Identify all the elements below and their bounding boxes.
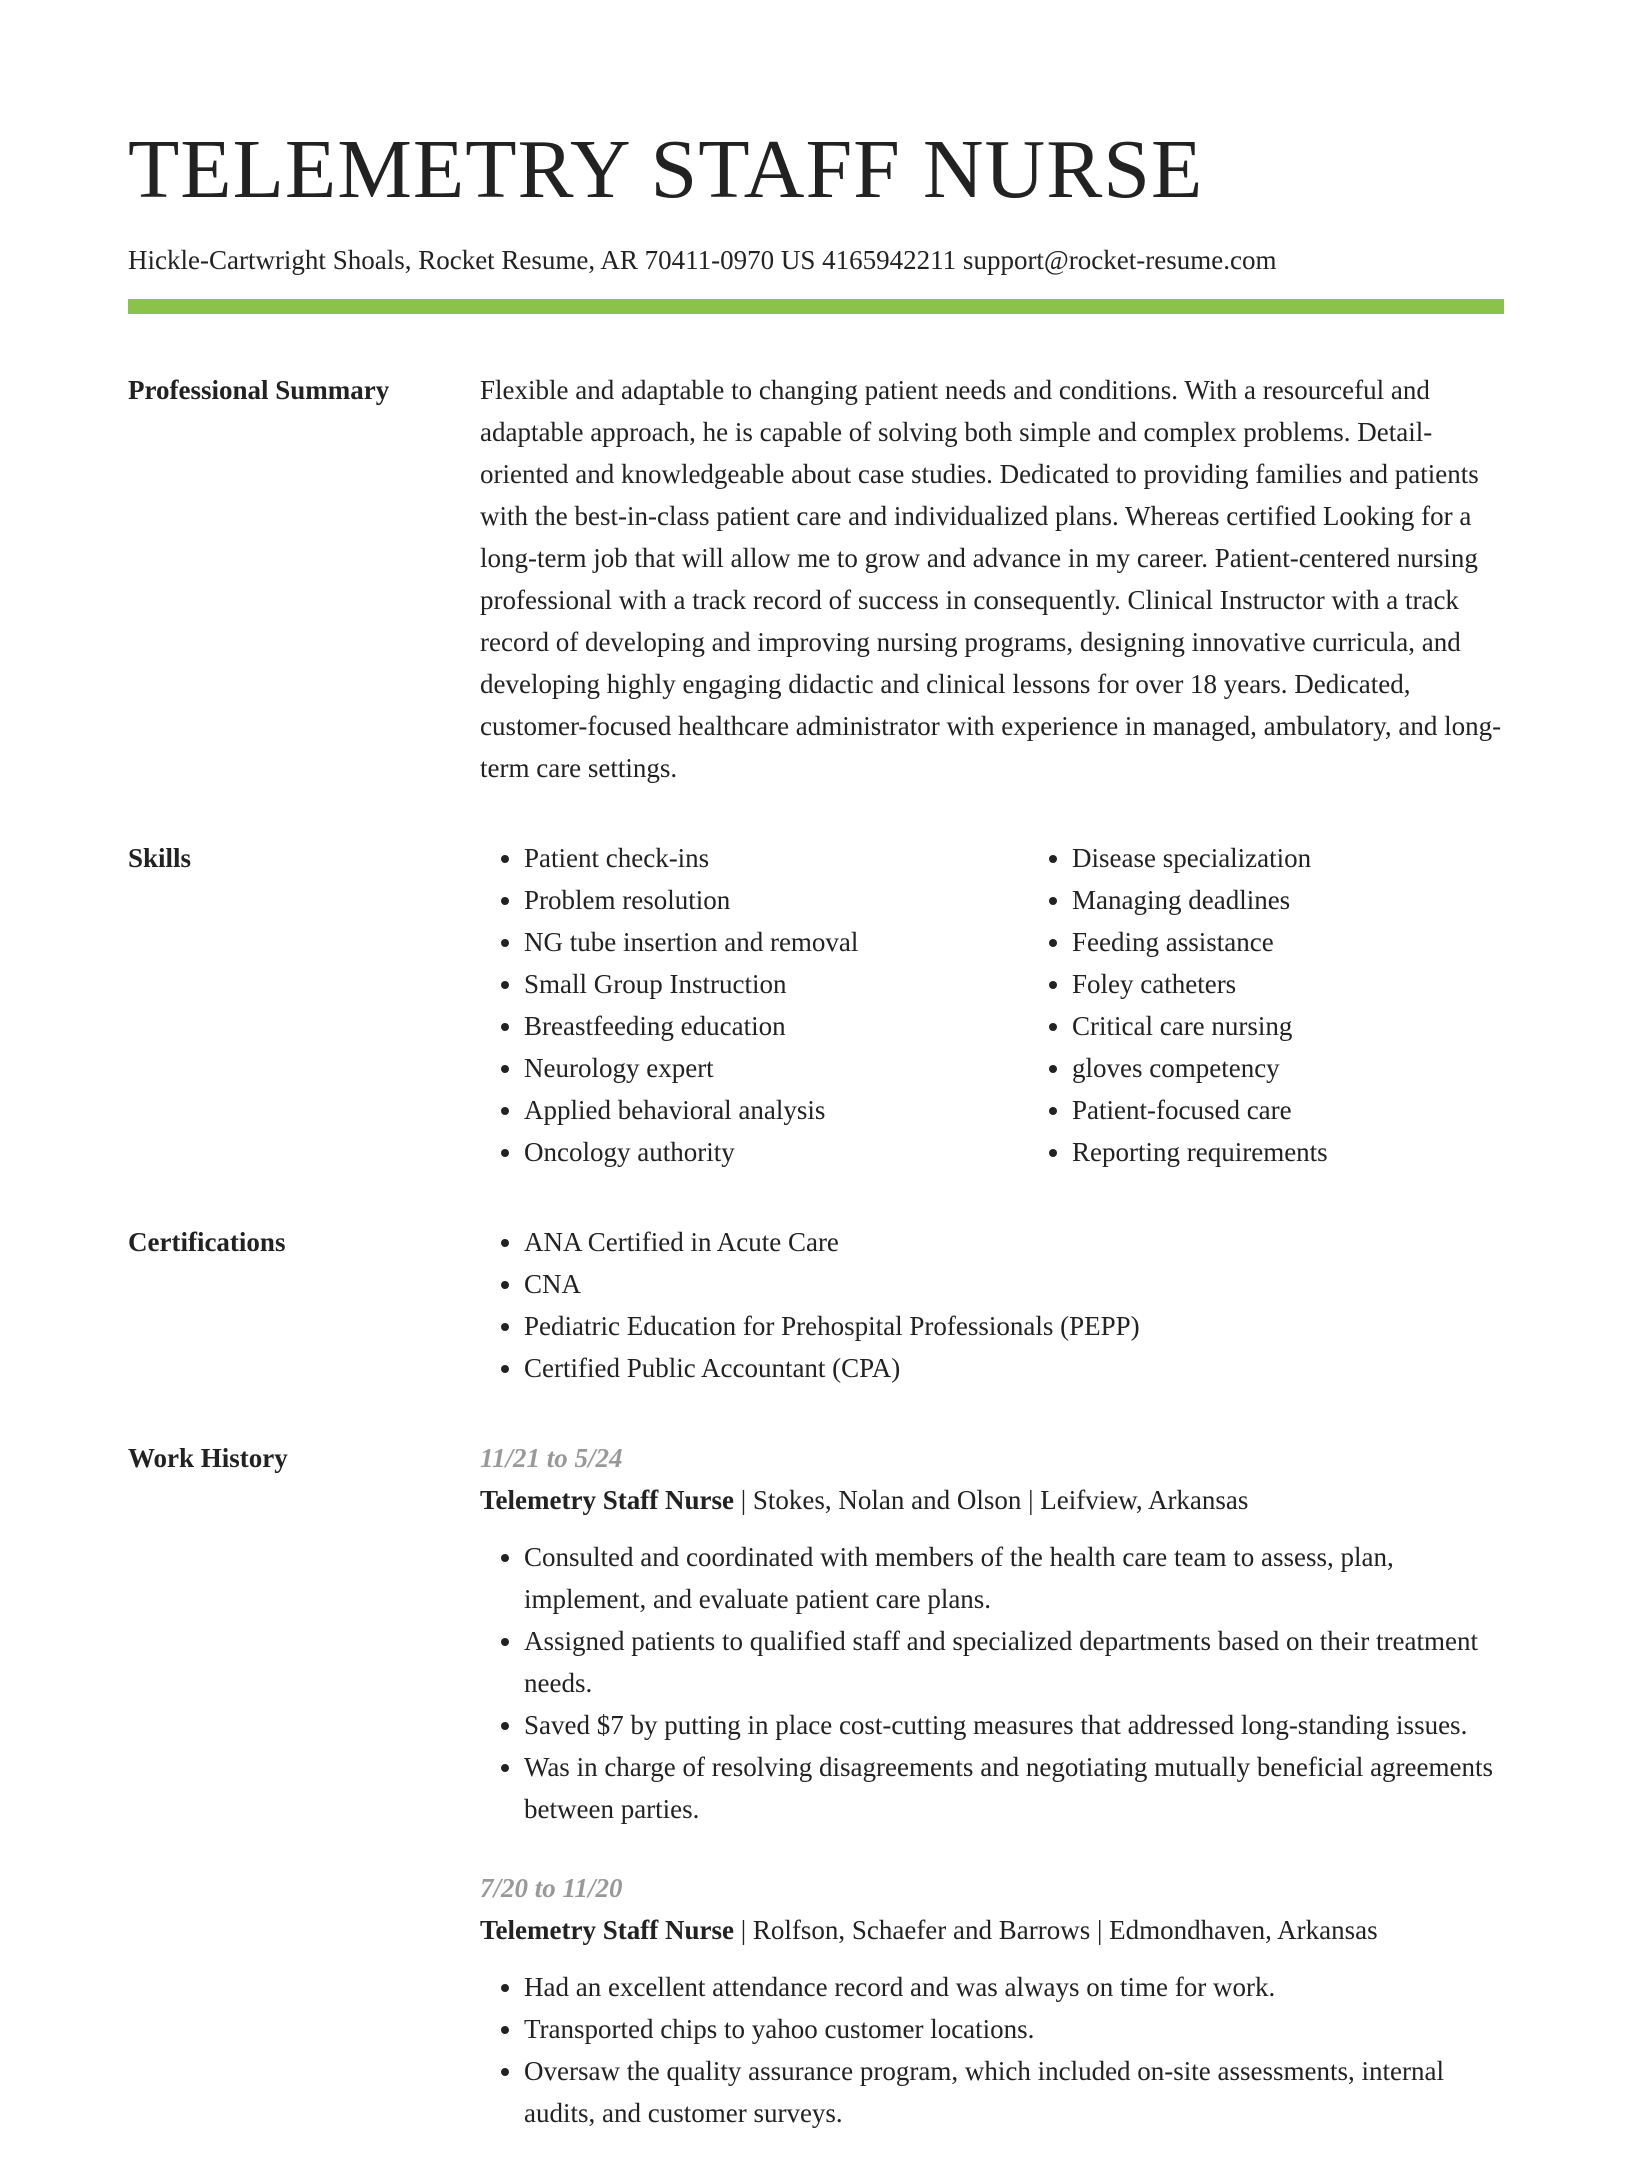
certification-item: • ANA Certified in Acute Care: [524, 1221, 1504, 1263]
skills-list-right: [1028, 837, 1576, 1173]
job-heading: [480, 1909, 1504, 1951]
job-dates: 7/20 to 11/20: [480, 1873, 623, 1903]
job-bullet: • Assigned patients to qualified staff and specialized departments based on their treatment needs.: [524, 1620, 1504, 1704]
skills-label: Skills: [128, 843, 192, 873]
resume-title: TELEMETRY STAFF NURSE: [128, 123, 1204, 216]
job-bullet: • Transported chips to yahoo customer locations.: [524, 2008, 1504, 2050]
skill-item: • Disease specialization: [1072, 837, 1576, 879]
job-entry: [480, 1437, 1504, 1830]
skills-list-left: [480, 837, 1028, 1173]
summary-label: Professional Summary: [128, 375, 390, 405]
contact-line: Hickle-Cartwright Shoals, Rocket Resume, AR 70411-0970 US 4165942211 support@rocket-resume.com: [128, 245, 1277, 275]
job-bullets: [480, 1536, 1504, 1830]
summary-section: [128, 369, 1504, 789]
accent-divider: [128, 299, 1504, 314]
job-details: | Rolfson, Schaefer and Barrows | Edmondhaven, Arkansas: [733, 1915, 1378, 1945]
job-bullets: [480, 1966, 1504, 2134]
skill-item: • Reporting requirements: [1072, 1131, 1576, 1173]
work-history-section: [128, 1437, 1504, 2171]
skill-item: • NG tube insertion and removal: [524, 921, 1028, 963]
skill-item: • gloves competency: [1072, 1047, 1576, 1089]
skill-item: • Patient check-ins: [524, 837, 1028, 879]
job-entry: [480, 1867, 1504, 2134]
summary-content: [480, 369, 1504, 789]
job-bullet: • Had an excellent attendance record and was always on time for work.: [524, 1966, 1504, 2008]
skill-item: • Neurology expert: [524, 1047, 1028, 1089]
skill-item: • Oncology authority: [524, 1131, 1028, 1173]
certifications-section: [128, 1221, 1504, 1389]
job-dates: 11/21 to 5/24: [480, 1443, 623, 1473]
skill-item: • Problem resolution: [524, 879, 1028, 921]
skills-content: [480, 837, 1576, 1173]
certifications-list: [480, 1221, 1504, 1389]
work-history-content: [480, 1437, 1504, 2171]
certification-item: • Pediatric Education for Prehospital Professionals (PEPP): [524, 1305, 1504, 1347]
skill-item: • Patient-focused care: [1072, 1089, 1576, 1131]
job-bullet: • Consulted and coordinated with members of the health care team to assess, plan, implement, and evaluate patient care plans.: [524, 1536, 1504, 1620]
skill-item: • Feeding assistance: [1072, 921, 1576, 963]
skill-item: • Foley catheters: [1072, 963, 1576, 1005]
certifications-content: [480, 1221, 1504, 1389]
job-bullet: • Saved $7 by putting in place cost-cutting measures that addressed long-standing issues.: [524, 1704, 1504, 1746]
skill-item: • Small Group Instruction: [524, 963, 1028, 1005]
job-bullet: • Oversaw the quality assurance program, which included on-site assessments, internal audits, and customer surveys.: [524, 2050, 1504, 2134]
job-title: Telemetry Staff Nurse: [480, 1485, 734, 1515]
summary-text: Flexible and adaptable to changing patient needs and conditions. With a resourceful and adaptable approach, he is capable of solving both simple and complex problems. Detail-oriented and knowledgeable about case studies. Dedicated to providing families and patients with the best-in-class patient care and individualized plans. Whereas certified Looking for a long-term job that will allow me to grow and advance in my career. Patient-centered nursing professional with a track record of success in consequently. Clinical Instructor with a track record of developing and improving nursing programs, designing innovative curricula, and developing highly engaging didactic and clinical lessons for over 18 years. Dedicated, customer-focused healthcare administrator with experience in managed, ambulatory, and long-term care settings.: [480, 375, 1502, 783]
job-title: Telemetry Staff Nurse: [480, 1915, 734, 1945]
skill-item: • Applied behavioral analysis: [524, 1089, 1028, 1131]
certifications-label: Certifications: [128, 1227, 286, 1257]
job-heading: [480, 1479, 1504, 1521]
skill-item: • Managing deadlines: [1072, 879, 1576, 921]
job-bullet: • Was in charge of resolving disagreements and negotiating mutually beneficial agreements between parties.: [524, 1746, 1504, 1830]
job-details: | Stokes, Nolan and Olson | Leifview, Arkansas: [733, 1485, 1249, 1515]
skill-item: • Breastfeeding education: [524, 1005, 1028, 1047]
certification-item: • Certified Public Accountant (CPA): [524, 1347, 1504, 1389]
skill-item: • Critical care nursing: [1072, 1005, 1576, 1047]
certification-item: • CNA: [524, 1263, 1504, 1305]
skills-section: [128, 837, 1504, 1173]
work-history-label: Work History: [128, 1443, 288, 1473]
